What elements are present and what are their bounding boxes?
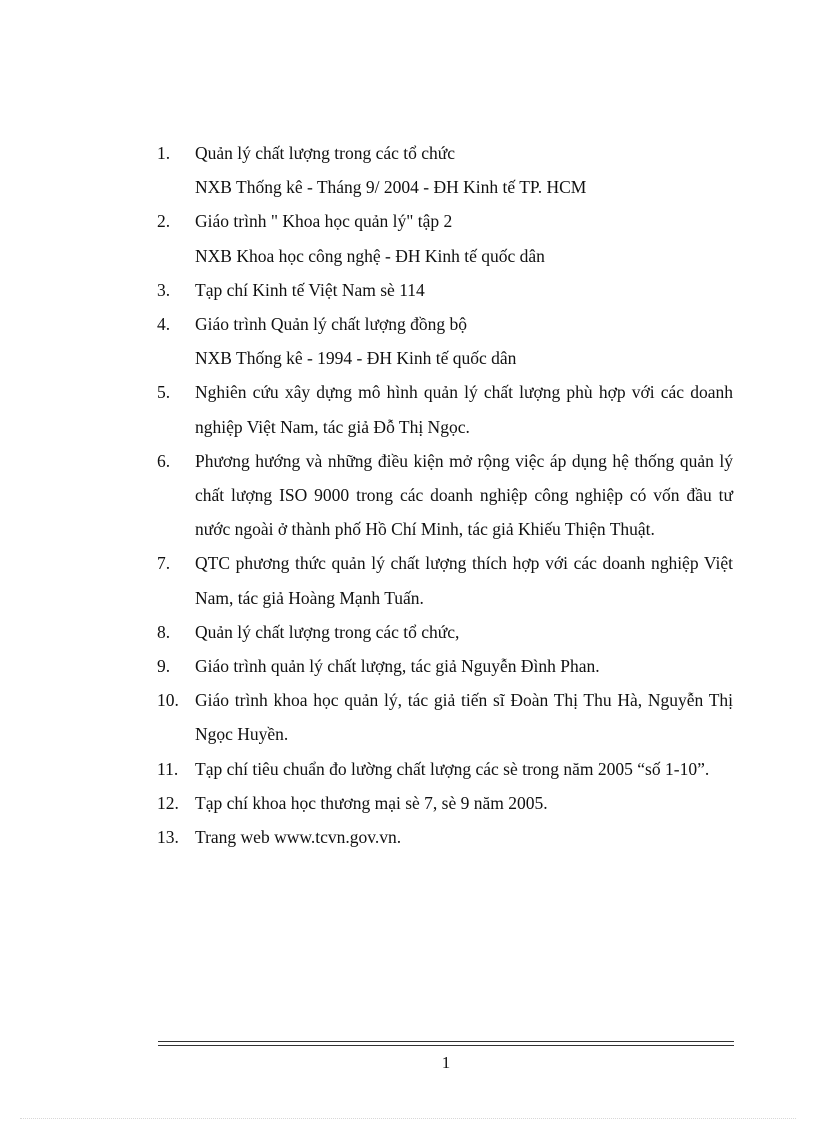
reference-title: Giáo trình Quản lý chất lượng đồng bộ — [195, 314, 467, 335]
reference-publisher: NXB Thống kê - Tháng 9/ 2004 - ĐH Kinh tế TP. HCM — [195, 177, 587, 198]
page-bottom-border — [20, 1118, 796, 1119]
reference-number: 10. — [157, 690, 179, 711]
page-number: 1 — [441, 1053, 451, 1072]
reference-item-10 — [157, 683, 733, 751]
reference-item-9 — [157, 649, 733, 683]
reference-number: 7. — [157, 553, 171, 574]
reference-publisher: NXB Thống kê - 1994 - ĐH Kinh tế quốc dân — [195, 348, 517, 369]
reference-item-5 — [157, 375, 733, 443]
reference-number: 6. — [157, 450, 171, 471]
reference-number: 11. — [157, 758, 179, 779]
reference-item-6 — [157, 444, 733, 547]
reference-title: Giáo trình " Khoa học quản lý" tập 2 — [195, 211, 453, 232]
reference-item-11 — [157, 752, 733, 786]
reference-item-2 — [157, 204, 733, 272]
reference-text: Giáo trình khoa học quản lý, tác giả tiến sĩ Đoàn Thị Thu Hà, Nguyễn Thị Ngọc Huyền. — [195, 690, 733, 745]
reference-number: 9. — [157, 656, 171, 677]
reference-text: Phương hướng và những điều kiện mở rộng việc áp dụng hệ thống quản lý chất lượng ISO 9000 trong các doanh nghiệp công nghiệp có vốn đầu tư nước ngoài ở thành phố Hồ Chí Minh, tác giả Khiếu Thiện Thuật. — [195, 450, 733, 540]
reference-item-1 — [157, 136, 733, 204]
reference-text: Giáo trình quản lý chất lượng, tác giả Nguyễn Đình Phan. — [195, 656, 600, 677]
reference-number: 5. — [157, 382, 171, 403]
reference-number: 12. — [157, 792, 179, 813]
reference-number: 4. — [157, 314, 171, 335]
reference-number: 8. — [157, 621, 171, 642]
reference-text: Nghiên cứu xây dựng mô hình quản lý chất lượng phù hợp với các doanh nghiệp Việt Nam, tác giả Đỗ Thị Ngọc. — [195, 382, 733, 437]
reference-publisher: NXB Khoa học công nghệ - ĐH Kinh tế quốc dân — [195, 245, 545, 266]
reference-title: Tạp chí Kinh tế Việt Nam sè 114 — [195, 279, 425, 300]
reference-list — [157, 136, 733, 854]
reference-title: Quản lý chất lượng trong các tổ chức — [195, 143, 456, 163]
reference-item-7 — [157, 546, 733, 614]
reference-item-12 — [157, 786, 733, 820]
reference-text: Trang web www.tcvn.gov.vn. — [195, 827, 402, 848]
reference-text: QTC phương thức quản lý chất lượng thích hợp với các doanh nghiệp Việt Nam, tác giả Hoàng Mạnh Tuấn. — [195, 553, 733, 608]
footer-divider — [158, 1041, 734, 1046]
reference-number: 3. — [157, 279, 171, 300]
reference-number: 13. — [157, 827, 179, 848]
reference-text: Tạp chí tiêu chuẩn đo lường chất lượng các sè trong năm 2005 “số 1-10”. — [195, 758, 710, 779]
reference-item-13 — [157, 820, 733, 854]
reference-number: 1. — [157, 143, 171, 163]
reference-text: Quản lý chất lượng trong các tổ chức, — [195, 621, 460, 642]
reference-item-3 — [157, 273, 733, 307]
reference-item-4 — [157, 307, 733, 375]
reference-item-8 — [157, 615, 733, 649]
reference-number: 2. — [157, 211, 171, 232]
reference-text: Tạp chí khoa học thương mại sè 7, sè 9 năm 2005. — [195, 792, 548, 813]
